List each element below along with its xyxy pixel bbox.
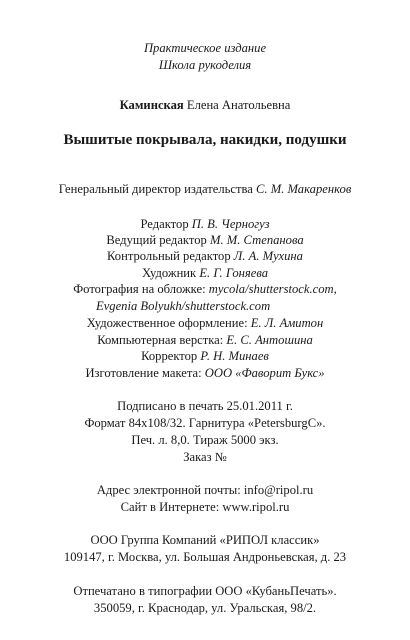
author-line — [0, 97, 410, 113]
print-format: Формат 84x108/32. Гарнитура «PetersburgC». — [84, 416, 326, 430]
credit-name: Е. Л. Амитон — [250, 316, 324, 330]
credit-name: Е. Г. Гоняева — [199, 266, 269, 280]
series-line-1: Практическое издание — [143, 41, 267, 55]
print-signed-date: Подписано в печать 25.01.2011 г. — [117, 399, 293, 413]
print-run: Печ. л. 8,0. Тираж 5000 экз. — [131, 433, 279, 447]
contact-email: Адрес электронной почты: info@ripol.ru — [96, 483, 314, 497]
director-line — [0, 181, 410, 197]
credit-cover-photo-continued: Evgenia Bolyukh/shutterstock.com — [96, 299, 271, 313]
credit-role: Ведущий редактор — [106, 233, 207, 247]
credit-name: М. М. Степанова — [209, 233, 304, 247]
credit-name: П. В. Черногуз — [191, 217, 270, 231]
credit-name: mycola/shutterstock.com, — [208, 282, 337, 296]
credit-lead-editor — [0, 232, 410, 248]
credit-proofreader — [0, 348, 410, 364]
credit-artist — [0, 265, 410, 281]
credit-role: Изготовление макета: — [85, 366, 202, 380]
credit-control-editor — [0, 248, 410, 264]
credit-cover-photo — [0, 281, 410, 297]
book-title: Вышитые покрывала, накидки, подушки — [63, 132, 347, 148]
credit-role: Контрольный редактор — [107, 249, 231, 263]
printing-house: Отпечатано в типографии ООО «КубаньПечать». — [73, 584, 337, 598]
print-order: Заказ № — [183, 450, 227, 464]
credit-mockup — [0, 365, 410, 381]
contact-website: Сайт в Интернете: www.ripol.ru — [120, 500, 290, 514]
credit-name: Л. А. Мухина — [233, 249, 303, 263]
credit-name: ООО «Фаворит Букс» — [204, 366, 325, 380]
credit-role: Корректор — [141, 349, 198, 363]
printing-address: 350059, г. Краснодар, ул. Уральская, 98/2. — [93, 601, 317, 615]
publisher-address: 109147, г. Москва, ул. Большая Андроньевская, д. 23 — [63, 550, 347, 564]
credit-editor — [0, 216, 410, 232]
credit-role: Фотография на обложке: — [73, 282, 206, 296]
publisher-name: ООО Группа Компаний «РИПОЛ классик» — [90, 533, 320, 547]
credit-role: Компьютерная верстка: — [97, 333, 224, 347]
credit-art-design — [0, 315, 410, 331]
credit-role: Художественное оформление: — [86, 316, 248, 330]
credit-name: Р. Н. Минаев — [200, 349, 269, 363]
credit-role: Редактор — [140, 217, 189, 231]
author-surname: Каминская — [119, 98, 184, 112]
credit-layout — [0, 332, 410, 348]
credit-name: Е. С. Антошина — [226, 333, 313, 347]
author-given-name: Елена Анатольевна — [186, 98, 291, 112]
director-role: Генеральный директор издательства — [58, 182, 253, 196]
series-line-2: Школа рукоделия — [158, 58, 252, 72]
credit-role: Художник — [141, 266, 197, 280]
director-name: С. М. Макаренков — [256, 182, 352, 196]
